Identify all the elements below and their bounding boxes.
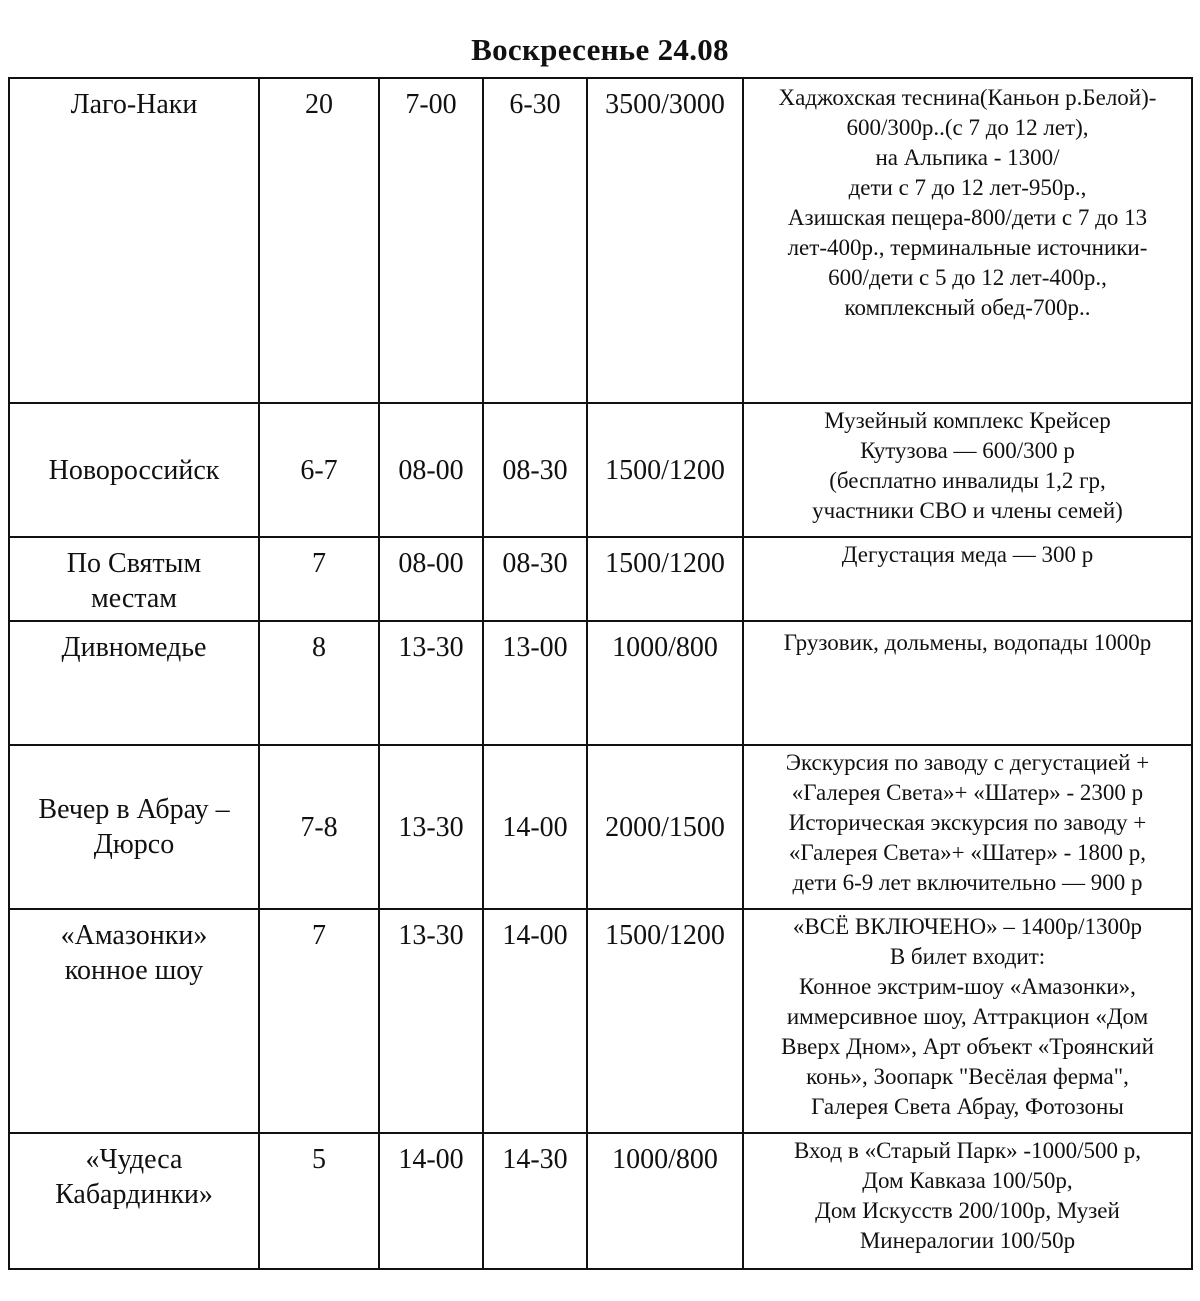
gathering-time-cell: 14-30 [483, 1133, 587, 1269]
excursion-name-cell [9, 403, 259, 537]
duration-cell: 7 [259, 909, 379, 1133]
departure-time-cell: 08-00 [379, 537, 483, 621]
note-line: Галерея Света Абрау, Фотозоны [811, 1094, 1124, 1119]
note-line: 600/300р..(с 7 до 12 лет), [846, 115, 1089, 140]
duration-cell: 5 [259, 1133, 379, 1269]
note-line: дети 6-9 лет включительно — 900 р [792, 870, 1143, 895]
note-line: Дом Искусств 200/100р, Музей [815, 1198, 1120, 1223]
note-line: «ВСЁ ВКЛЮЧЕНО» – 1400р/1300р [792, 914, 1143, 939]
departure-time-cell: 13-30 [379, 621, 483, 745]
excursion-name: местам [91, 583, 177, 614]
excursion-name: «Амазонки» [60, 920, 208, 951]
departure-time-cell: 7-00 [379, 78, 483, 403]
notes-cell [743, 403, 1192, 537]
table-row [9, 1133, 1192, 1269]
page-title: Воскресенье 24.08 [471, 32, 729, 67]
notes-cell [743, 537, 1192, 621]
notes-cell [743, 909, 1192, 1133]
note-line: Музейный комплекс Крейсер [824, 408, 1111, 433]
note-line: лет-400р., терминальные источники- [787, 235, 1148, 260]
price-cell: 2000/1500 [587, 745, 743, 909]
excursion-name: конное шоу [64, 955, 204, 986]
excursion-name: Вечер в Абрау – [38, 794, 230, 825]
gathering-time-cell: 6-30 [483, 78, 587, 403]
price-cell: 1500/1200 [587, 909, 743, 1133]
excursion-name-cell [9, 745, 259, 909]
price-cell: 1500/1200 [587, 537, 743, 621]
note-line: «Галерея Света»+ «Шатер» - 1800 р, [788, 840, 1147, 865]
note-line: Минералогии 100/50р [859, 1228, 1076, 1253]
excursion-name: По Святым [66, 548, 202, 579]
note-line: иммерсивное шоу, Аттракцион «Дом [786, 1004, 1149, 1029]
note-line: на Альпика - 1300/ [875, 145, 1060, 170]
table-row [9, 537, 1192, 621]
notes-cell [743, 1133, 1192, 1269]
note-line: Вверх Дном», Арт объект «Троянский [781, 1034, 1154, 1059]
note-line: (бесплатно инвалиды 1,2 гр, [829, 468, 1106, 493]
note-line: участники СВО и члены семей) [812, 498, 1123, 523]
price-cell: 1000/800 [587, 1133, 743, 1269]
excursion-name: Новороссийск [48, 454, 220, 486]
note-line: Историческая экскурсия по заводу + [788, 810, 1147, 835]
excursion-name-cell [9, 1133, 259, 1269]
gathering-time-cell: 14-00 [483, 909, 587, 1133]
price-cell: 3500/3000 [587, 78, 743, 403]
schedule-table [8, 77, 1193, 1270]
notes-cell [743, 745, 1192, 909]
excursion-name: Лаго-Наки [70, 89, 198, 120]
duration-cell: 6-7 [259, 403, 379, 537]
departure-time-cell: 14-00 [379, 1133, 483, 1269]
note-line: Грузовик, дольмены, водопады 1000р [783, 630, 1152, 655]
departure-time-cell: 08-00 [379, 403, 483, 537]
excursion-name: Кабардинки» [55, 1179, 213, 1210]
excursion-name: Дюрсо [93, 829, 175, 860]
excursion-name: Дивномедье [61, 632, 207, 663]
gathering-time-cell: 08-30 [483, 537, 587, 621]
excursion-name-cell [9, 621, 259, 745]
table-row [9, 403, 1192, 537]
note-line: В билет входит: [889, 944, 1046, 969]
duration-cell: 7-8 [259, 745, 379, 909]
table-row [9, 621, 1192, 745]
note-line: Хаджохская теснина(Каньон р.Белой)- [778, 85, 1157, 110]
note-line: Конное экстрим-шоу «Амазонки», [799, 974, 1136, 999]
excursion-name-cell [9, 78, 259, 403]
note-line: Азишская пещера-800/дети с 7 до 13 [787, 205, 1148, 230]
excursion-name-cell [9, 909, 259, 1133]
gathering-time-cell: 13-00 [483, 621, 587, 745]
note-line: Экскурсия по заводу с дегустацией + [785, 750, 1150, 775]
note-line: Дом Кавказа 100/50р, [862, 1168, 1073, 1193]
notes-cell [743, 78, 1192, 403]
departure-time-cell: 13-30 [379, 745, 483, 909]
table-row [9, 745, 1192, 909]
note-line: 600/дети с 5 до 12 лет-400р., [828, 265, 1107, 290]
price-cell: 1000/800 [587, 621, 743, 745]
duration-cell: 20 [259, 78, 379, 403]
gathering-time-cell: 08-30 [483, 403, 587, 537]
duration-cell: 8 [259, 621, 379, 745]
note-line: Вход в «Старый Парк» -1000/500 р, [794, 1138, 1141, 1163]
excursion-name-cell [9, 537, 259, 621]
note-line: комплексный обед-700р.. [844, 295, 1091, 320]
note-line: конь», Зоопарк "Весёлая ферма", [806, 1064, 1129, 1089]
notes-cell [743, 621, 1192, 745]
duration-cell: 7 [259, 537, 379, 621]
note-line: Кутузова — 600/300 р [860, 438, 1075, 463]
note-line: Дегустация меда — 300 р [841, 542, 1094, 567]
note-line: дети с 7 до 12 лет-950р., [848, 175, 1087, 200]
gathering-time-cell: 14-00 [483, 745, 587, 909]
departure-time-cell: 13-30 [379, 909, 483, 1133]
note-line: «Галерея Света»+ «Шатер» - 2300 р [791, 780, 1144, 805]
excursion-name: «Чудеса [85, 1144, 183, 1175]
table-row [9, 78, 1192, 403]
price-cell: 1500/1200 [587, 403, 743, 537]
table-row [9, 909, 1192, 1133]
